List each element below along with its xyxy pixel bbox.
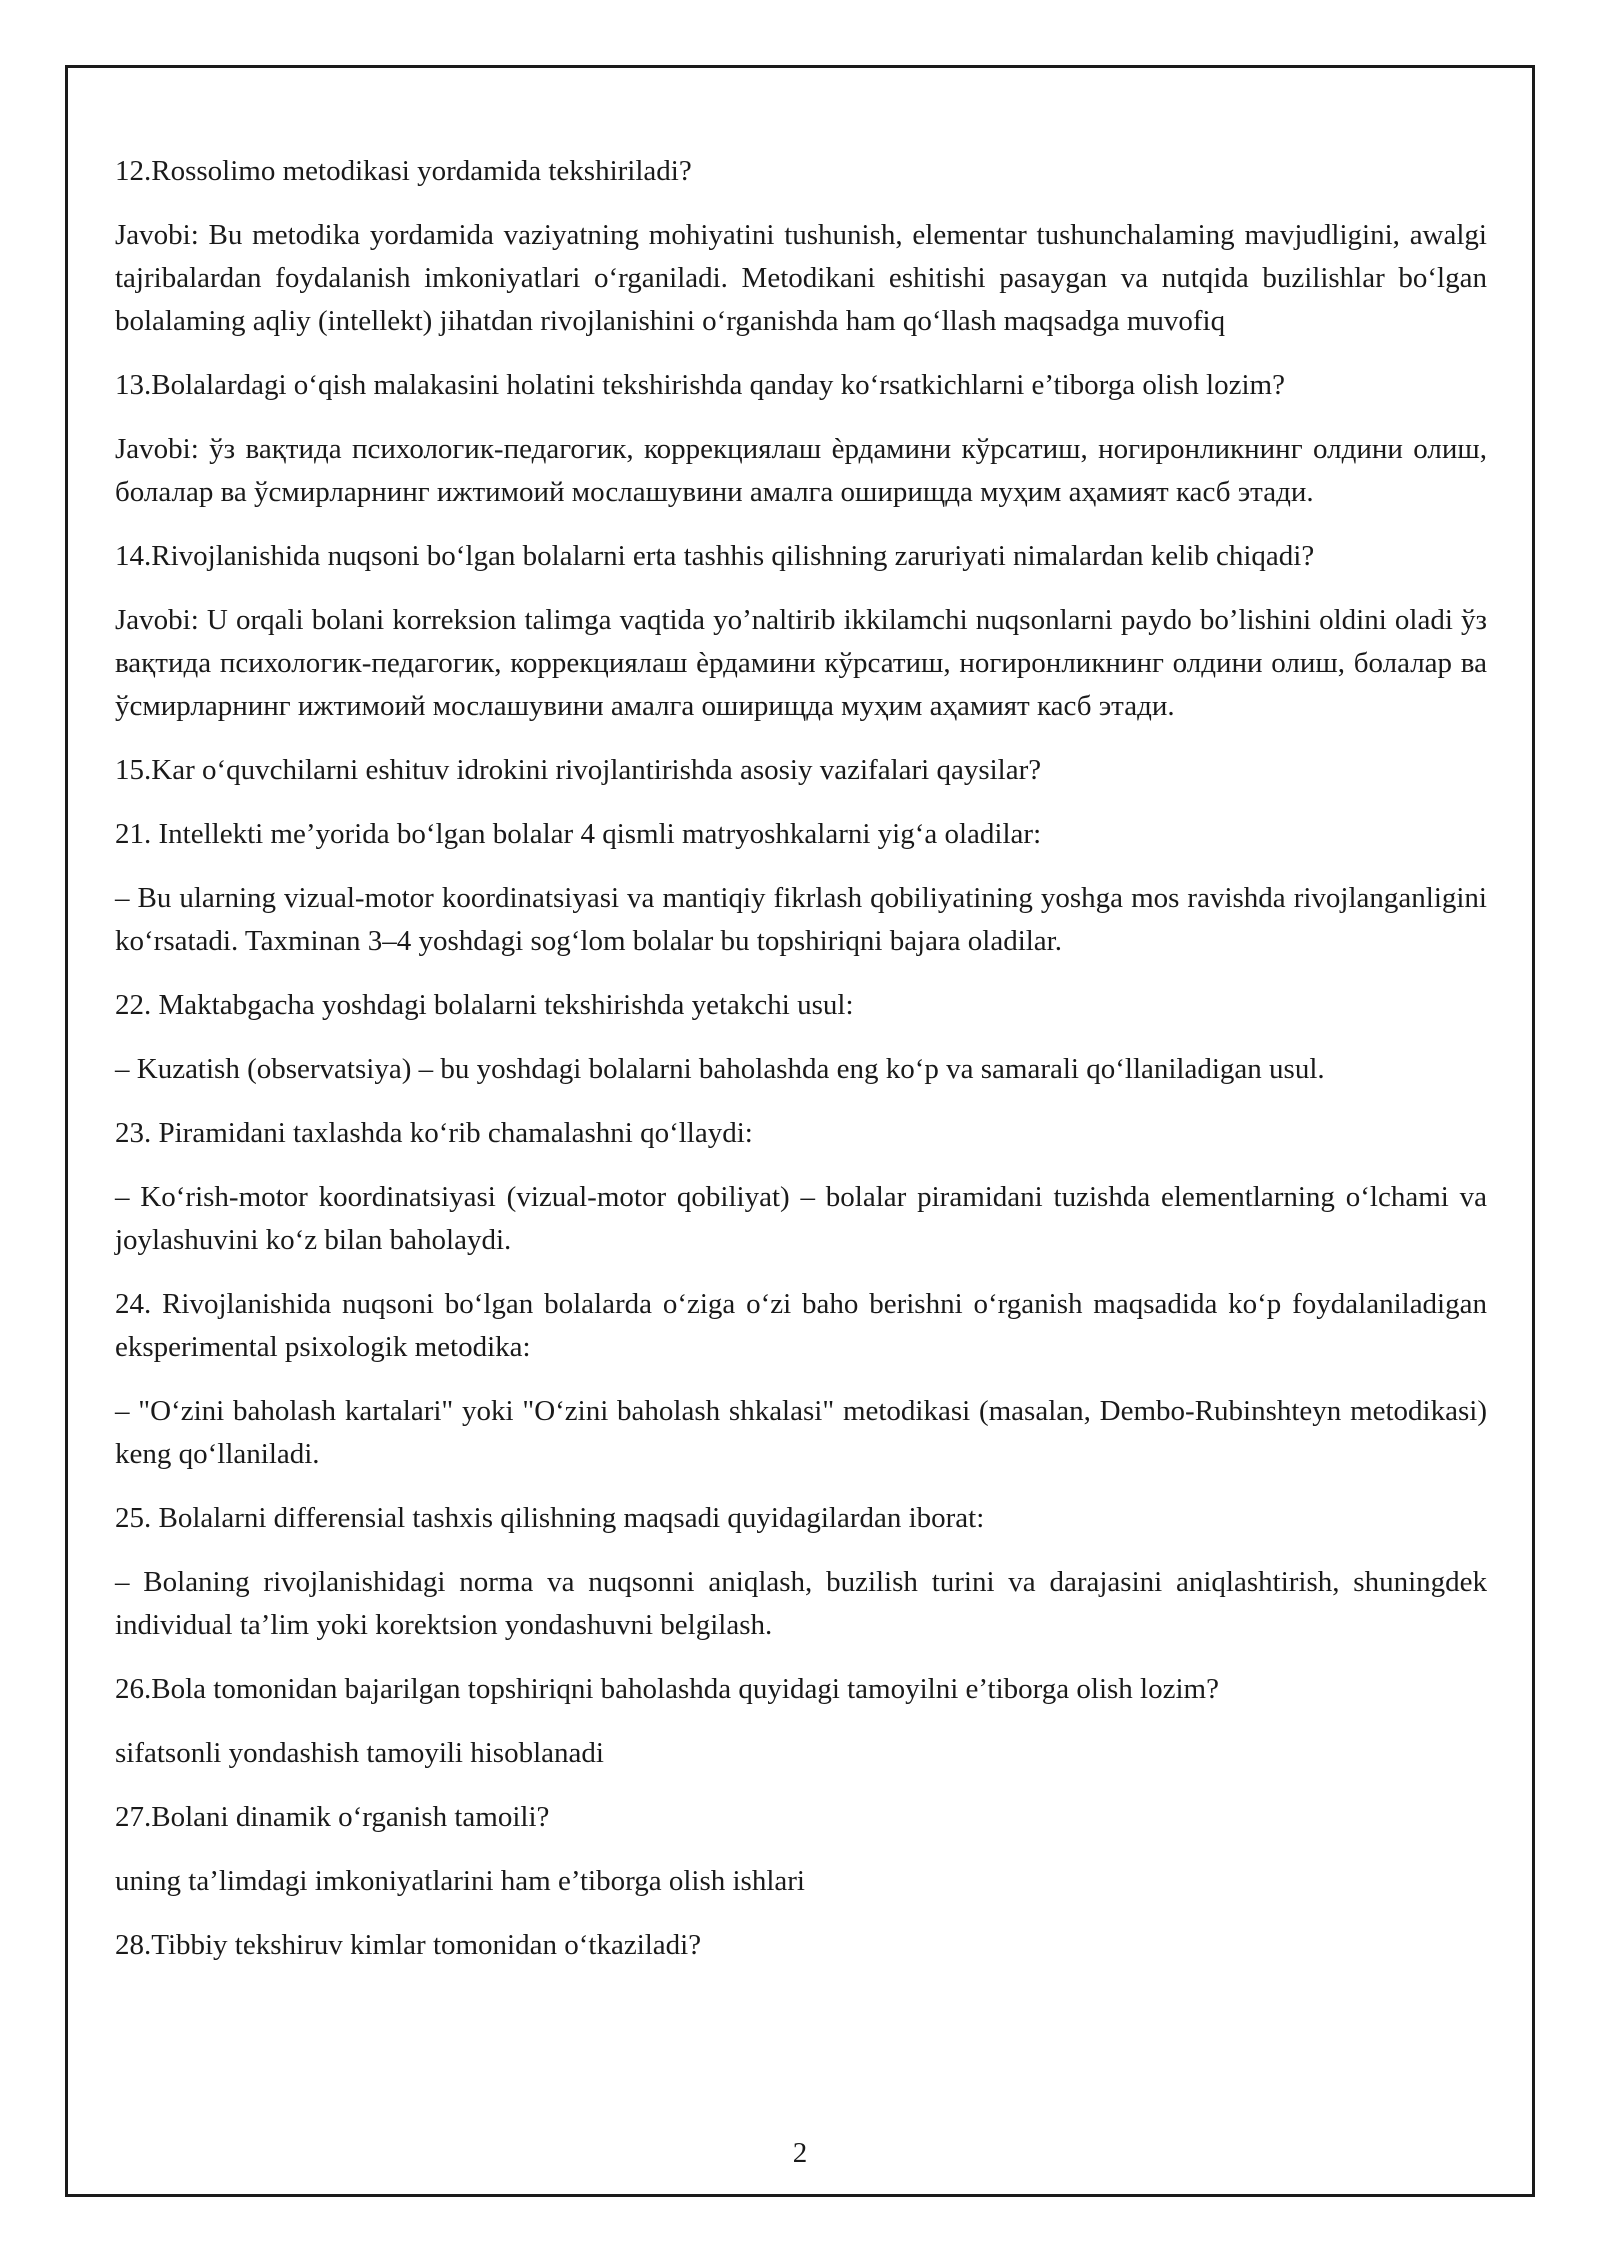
answer-14: Javobi: U orqali bolani korreksion talimga vaqtida yo’naltirib ikkilamchi nuqsonlarni paydo bo’lishini oldini oladi ўз вақтида психологик-педагогик, коррекциялаш ѐрдамини кўрсатиш, ногиронликнинг олдини олиш, болалар ва ўсмирларнинг ижтимоий мослашувини амалга оширищда муҳим аҳамият касб этади. bbox=[115, 604, 1487, 722]
question-15: 15.Kar oʻquvchilarni eshituv idrokini rivojlantirishda asosiy vazifalari qaysilar? bbox=[115, 754, 1042, 786]
question-27: 27.Bolani dinamik oʻrganish tamoili? bbox=[115, 1801, 550, 1833]
question-13: 13.Bolalardagi oʻqish malakasini holatini tekshirishda qanday koʻrsatkichlarni e’tiborga olish lozim? bbox=[115, 369, 1285, 401]
question-22: 22. Maktabgacha yoshdagi bolalarni tekshirishda yetakchi usul: bbox=[115, 989, 854, 1021]
page-number: 2 bbox=[792, 2137, 808, 2169]
answer-22: – Kuzatish (observatsiya) – bu yoshdagi bolalarni baholashda eng koʻp va samarali qoʻllaniladigan usul. bbox=[115, 1053, 1325, 1085]
question-28: 28.Tibbiy tekshiruv kimlar tomonidan oʻtkaziladi? bbox=[115, 1929, 702, 1961]
question-12: 12.Rossolimo metodikasi yordamida tekshiriladi? bbox=[115, 155, 692, 187]
answer-25: – Bolaning rivojlanishidagi norma va nuqsonni aniqlash, buzilish turini va darajasini aniqlashtirish, shuningdek individual ta’lim yoki korektsion yondashuvni belgilash. bbox=[115, 1566, 1487, 1641]
question-14: 14.Rivojlanishida nuqsoni boʻlgan bolalarni erta tashhis qilishning zaruriyati nimalardan kelib chiqadi? bbox=[115, 540, 1315, 572]
question-24: 24. Rivojlanishida nuqsoni boʻlgan bolalarda oʻziga oʻzi baho berishni oʻrganish maqsadida koʻp foydalaniladigan eksperimental psixologik metodika: bbox=[115, 1288, 1487, 1363]
question-26: 26.Bola tomonidan bajarilgan topshiriqni baholashda quyidagi tamoyilni e’tiborga olish lozim? bbox=[115, 1673, 1219, 1705]
answer-26: sifatsonli yondashish tamoyili hisoblanadi bbox=[115, 1737, 604, 1769]
document-body bbox=[115, 150, 1487, 1988]
answer-21: – Bu ularning vizual-motor koordinatsiyasi va mantiqiy fikrlash qobiliyatining yoshga mos ravishda rivojlanganligini koʻrsatadi. Taxminan 3–4 yoshdagi sogʻlom bolalar bu topshiriqni bajara oladilar. bbox=[115, 882, 1487, 957]
answer-23: – Koʻrish-motor koordinatsiyasi (vizual-motor qobiliyat) – bolalar piramidani tuzishda elementlarning oʻlchami va joylashuvini koʻz bilan baholaydi. bbox=[115, 1181, 1487, 1256]
answer-13: Javobi: ўз вақтида психологик-педагогик, коррекциялаш ѐрдамини кўрсатиш, ногиронликнинг олдини олиш, болалар ва ўсмирларнинг ижтимоий мослашувини амалга оширищда муҳим аҳамият касб этади. bbox=[115, 433, 1487, 508]
answer-24: – "Oʻzini baholash kartalari" yoki "Oʻzini baholash shkalasi" metodikasi (masalan, Dembo-Rubinshteyn metodikasi) keng qoʻllaniladi. bbox=[115, 1395, 1487, 1470]
answer-27: uning ta’limdagi imkoniyatlarini ham e’tiborga olish ishlari bbox=[115, 1865, 805, 1897]
answer-12: Javobi: Bu metodika yordamida vaziyatning mohiyatini tushunish, elementar tushunchalaming mavjudligini, awalgi tajribalardan foydalanish imkoniyatlari oʻrganiladi. Metodikani eshitishi pasaygan va nutqida buzilishlar boʻlgan bolalaming aqliy (intellekt) jihatdan rivojlanishini oʻrganishda ham qoʻllash maqsadga muvofiq bbox=[115, 219, 1487, 337]
question-21: 21. Intellekti me’yorida boʻlgan bolalar 4 qismli matryoshkalarni yigʻa oladilar: bbox=[115, 818, 1042, 850]
question-23: 23. Piramidani taxlashda koʻrib chamalashni qoʻllaydi: bbox=[115, 1117, 753, 1149]
question-25: 25. Bolalarni differensial tashxis qilishning maqsadi quyidagilardan iborat: bbox=[115, 1502, 985, 1534]
